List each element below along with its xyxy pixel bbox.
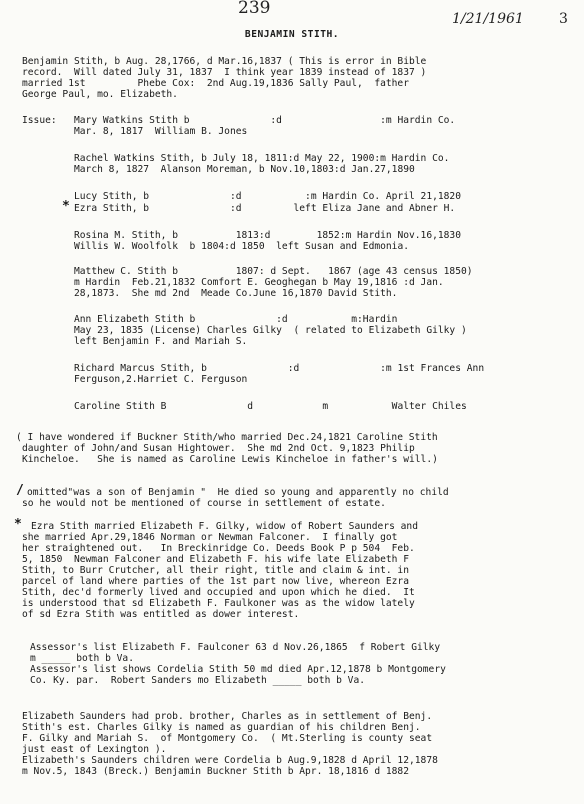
issue-entry-line: Richard Marcus Stith, b :d :m 1st Frances Ann — [74, 363, 485, 374]
intro-line: married 1st Phebe Cox: 2nd Aug.19,1836 Sally Paul, father — [22, 78, 409, 89]
note-line: Stith, dec'd formerly lived and occupied and upon which he died. It — [22, 587, 415, 598]
note-line: ( I have wondered if Buckner Stith/who married Dec.24,1821 Caroline Stith — [16, 432, 438, 443]
issue-entry-line: Willis W. Woolfolk b 1804:d 1850 left Susan and Edmonia. — [74, 241, 410, 252]
note-line: m _____ both b Va. — [30, 653, 134, 664]
star-mark: * — [62, 199, 70, 214]
issue-entry-line: Mar. 8, 1817 William B. Jones — [74, 126, 248, 137]
issue-label: Issue: — [22, 115, 57, 126]
note-line: of sd Ezra Stith was entitled as dower interest. — [22, 609, 300, 620]
issue-entry-line: Rachel Watkins Stith, b July 18, 1811:d May 22, 1900:m Hardin Co. — [74, 153, 450, 164]
issue-entry-line: May 23, 1835 (License) Charles Gilky ( related to Elizabeth Gilky ) — [74, 325, 467, 336]
note-line: Stith's est. Charles Gilky is named as guardian of his children Benj. — [22, 722, 421, 733]
issue-entry-line: Lucy Stith, b :d :m Hardin Co. April 21,1820 — [74, 191, 461, 202]
note-line: she married Apr.29,1846 Norman or Newman Falconer. I finally got — [22, 532, 398, 543]
issue-entry-line: Ferguson,2.Harriet C. Ferguson — [74, 374, 248, 385]
issue-entry-line: Matthew C. Stith b 1807: d Sept. 1867 (age 43 census 1850) — [74, 266, 473, 277]
note-line: Elizabeth's Saunders children were Cordelia b Aug.9,1828 d April 12,1878 — [22, 755, 438, 766]
note-line: so he would not be mentioned of course in settlement of estate. — [22, 498, 386, 509]
intro-line: record. Will dated July 31, 1837 I think year 1839 instead of 1837 ) — [22, 67, 427, 78]
issue-entry-line: Rosina M. Stith, b 1813:d 1852:m Hardin Nov.16,1830 — [74, 230, 461, 241]
note-line: 5, 1850 Newman Falconer and Elizabeth F. his wife late Elizabeth F — [22, 554, 409, 565]
issue-entry-line: Caroline Stith B d m Walter Chiles — [74, 401, 467, 412]
issue-entry-line: 28,1873. She md 2nd Meade Co.June 16,1870 David Stith. — [74, 288, 398, 299]
note-line: Kincheloe. She is named as Caroline Lewis Kincheloe in father's will.) — [22, 454, 438, 465]
note-line: Stith, to Burr Crutcher, all their right, title and claim & int. in — [22, 565, 409, 576]
intro-line: Benjamin Stith, b Aug. 28,1766, d Mar.16,1837 ( This is error in Bible — [22, 56, 427, 67]
handwritten-date: 1/21/1961 — [452, 11, 524, 27]
handwritten-sheet-number: 3 — [559, 11, 568, 27]
note-line: Elizabeth Saunders had prob. brother, Charles as in settlement of Benj. — [22, 711, 433, 722]
issue-entry-line: m Hardin Feb.21,1832 Comfort E. Geoghegan b May 19,1816 :d Jan. — [74, 277, 444, 288]
issue-entry-line: Ezra Stith, b :d left Eliza Jane and Abner H. — [74, 203, 456, 214]
note-line: her straightened out. In Breckinridge Co. Deeds Book P p 504 Feb. — [22, 543, 415, 554]
intro-line: George Paul, mo. Elizabeth. — [22, 89, 178, 100]
handwritten-page-number: 239 — [238, 0, 271, 18]
note-line: F. Gilky and Mariah S. of Montgomery Co. ( Mt.Sterling is county seat — [22, 733, 433, 744]
note-line: Assessor's list shows Cordelia Stith 50 md died Apr.12,1878 b Montgomery — [30, 664, 446, 675]
document-title: BENJAMIN STITH. — [244, 29, 340, 40]
note-line: Ezra Stith married Elizabeth F. Gilky, widow of Robert Saunders and — [31, 521, 418, 532]
slash-mark: / — [16, 483, 24, 498]
note-line: m Nov.5, 1843 (Breck.) Benjamin Buckner Stith b Apr. 18,1816 d 1882 — [22, 766, 409, 777]
note-line: Co. Ky. par. Robert Sanders mo Elizabeth _____ both b Va. — [30, 675, 366, 686]
star-mark: * — [14, 517, 22, 532]
note-line: is understood that sd Elizabeth F. Faulkoner was as the widow lately — [22, 598, 415, 609]
issue-entry-line: Mary Watkins Stith b :d :m Hardin Co. — [74, 115, 456, 126]
note-line: daughter of John/and Susan Hightower. She md 2nd Oct. 9,1823 Philip — [22, 443, 415, 454]
note-line: Assessor's list Elizabeth F. Faulconer 63 d Nov.26,1865 f Robert Gilky — [30, 642, 441, 653]
issue-entry-line: left Benjamin F. and Mariah S. — [74, 336, 248, 347]
note-line: just east of Lexington ). — [22, 744, 167, 755]
issue-entry-line: March 8, 1827 Alanson Moreman, b Nov.10,1803:d Jan.27,1890 — [74, 164, 415, 175]
issue-entry-line: Ann Elizabeth Stith b :d m:Hardin — [74, 314, 398, 325]
note-line: parcel of land where parties of the 1st part now live, whereon Ezra — [22, 576, 409, 587]
note-line: omitted"was a son of Benjamin " He died so young and apparently no child — [27, 487, 449, 498]
